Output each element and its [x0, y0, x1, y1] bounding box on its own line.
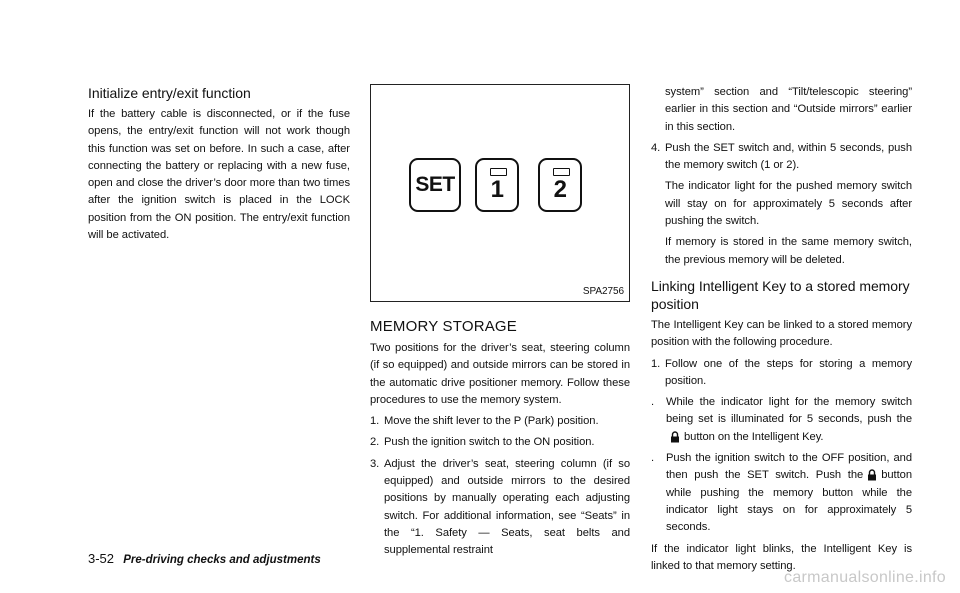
paragraph-memory-intro: Two positions for the driver’s seat, steering column (if so equipped) and outside mirrors can be stored in the automatic drive positioner memory. Follow these procedures to use the memory system. [370, 342, 630, 406]
section-heading-memory-storage: MEMORY STORAGE [370, 318, 517, 335]
step-4 [651, 140, 912, 175]
step-text: Adjust the driver’s seat, steering column (if so equipped) and outside mirrors to the desired positions by manually operating each adjusting switch. For additional information, see “Seats” in the “1. Safety — Seats, seat belts and supplemental restraint [384, 457, 630, 557]
linking-step-1 [651, 356, 912, 391]
set-switch-label: SET [415, 173, 455, 196]
bullet-text [666, 394, 912, 446]
page-number: 3-52 [88, 551, 115, 566]
column-right [651, 84, 912, 579]
paragraph-linking-intro: The Intelligent Key can be linked to a stored memory position with the following procedure. [651, 318, 912, 349]
step-number: 2. [370, 436, 380, 449]
set-switch-illustration [409, 158, 461, 212]
bullet-text-part: While the indicator light for the memory switch being set is illuminated for 5 seconds, push the [666, 396, 912, 426]
paragraph-linking-outro: If the indicator light blinks, the Intelligent Key is linked to that memory setting. [651, 542, 912, 572]
paragraph-entry-exit: If the battery cable is disconnected, or if the fuse opens, the entry/exit function will not work though this function was set on before. In such a case, after connecting the battery or replacing with a new fuse, open and close the driver’s door more than two times after the ignition switch is placed in the LOCK position from the ON position. The entry/exit function will be activated. [88, 108, 350, 242]
bullet-mark: . [651, 396, 655, 409]
memory-switch-1-illustration [475, 158, 519, 212]
step-number: 1. [651, 357, 661, 370]
watermark: carmanualsonline.info [784, 569, 946, 586]
step-text: Move the shift lever to the P (Park) position. [384, 415, 599, 428]
lock-icon [867, 469, 877, 481]
bullet-mark: . [651, 452, 655, 465]
figure-code: SPA2756 [582, 286, 624, 297]
page-footer [88, 552, 321, 567]
section-heading-entry-exit: Initialize entry/exit function [88, 85, 251, 101]
step-1 [370, 413, 630, 430]
memory-switch-figure [370, 84, 630, 302]
note-previous-memory: If memory is stored in the same memory switch, the previous memory will be deleted. [665, 236, 912, 266]
memory-switch-2-illustration [538, 158, 582, 212]
bullet-text [666, 450, 912, 536]
bullet-item [651, 394, 912, 446]
bullet-text-part: button while pushing the memory button while the indicator light stays on for approximately 5 seconds. [666, 469, 912, 534]
indicator-light-icon [490, 168, 507, 176]
lock-icon [670, 431, 680, 443]
step-2 [370, 434, 630, 451]
step-text: Push the ignition switch to the ON position. [384, 436, 595, 449]
indicator-light-icon [553, 168, 570, 176]
step-3-continuation: system” section and “Tilt/telescopic steering” earlier in this section and “Outside mirrors” earlier in this section. [665, 86, 912, 133]
step-3 [370, 456, 630, 560]
step-number: 1. [370, 415, 380, 428]
bullet-text-part: button on the Intelligent Key. [684, 430, 824, 443]
step-number: 3. [370, 457, 380, 470]
step-text: Follow one of the steps for storing a memory position. [665, 357, 912, 387]
column-middle [370, 84, 630, 564]
column-left [88, 84, 350, 248]
note-indicator-light: The indicator light for the pushed memory switch will stay on for approximately 5 seconds after pushing the switch. [665, 180, 912, 228]
bullet-item [651, 450, 912, 536]
step-text: Push the SET switch and, within 5 seconds, push the memory switch (1 or 2). [665, 141, 912, 172]
memory-switch-1-label: 1 [490, 176, 504, 203]
section-name: Pre-driving checks and adjustments [123, 554, 321, 566]
memory-switch-2-label: 2 [553, 176, 567, 203]
bullet-text-part: Push the ignition switch to the OFF position, and then push the SET switch. Push the [666, 452, 912, 482]
section-heading-linking-key: Linking Intelligent Key to a stored memory position [651, 277, 910, 312]
step-number: 4. [651, 141, 661, 154]
